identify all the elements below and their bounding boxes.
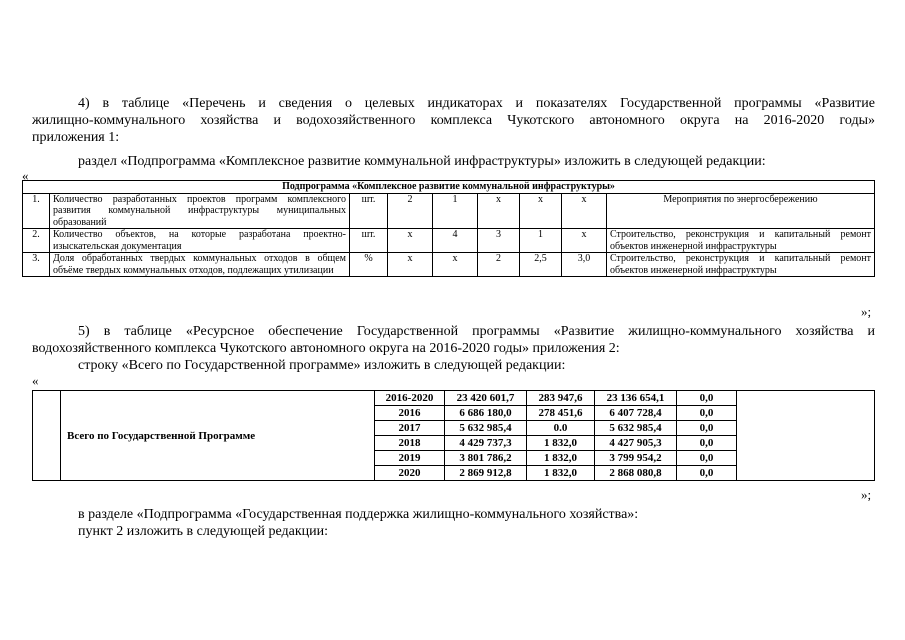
value-cell: 3 799 954,2 <box>595 451 677 466</box>
quote-close-2: »; <box>861 487 872 502</box>
total-cell: 4 429 737,3 <box>445 436 527 451</box>
table-row <box>23 229 875 253</box>
value-cell: 0,0 <box>677 406 737 421</box>
quote-close-1: »; <box>861 304 872 319</box>
value-cell: 3,0 <box>562 253 607 277</box>
row-number: 1. <box>23 193 50 229</box>
value-cell: 0,0 <box>677 436 737 451</box>
paragraph-5-line-2: водохозяйственного комплекса Чукотского автономного округа на 2016-2020 годы» приложения 2: <box>32 341 620 356</box>
value-cell: x <box>388 253 433 277</box>
value-cell: 5 632 985,4 <box>595 421 677 436</box>
paragraph-5b: строку «Всего по Государственной программе» изложить в следующей редакции: <box>78 358 566 373</box>
value-cell: 1 832,0 <box>527 436 595 451</box>
paragraph-4b: раздел «Подпрограмма «Комплексное развитие коммунальной инфраструктуры» изложить в следующей редакции: <box>78 154 766 169</box>
value-cell: 1 <box>520 229 562 253</box>
empty-cell <box>33 391 61 481</box>
total-cell: 2 869 912,8 <box>445 466 527 481</box>
paragraph-6: в разделе «Подпрограмма «Государственная поддержка жилищно-коммунального хозяйства»: <box>78 507 639 522</box>
value-cell: 4 427 905,3 <box>595 436 677 451</box>
table-row <box>23 253 875 277</box>
value-cell: 0,0 <box>677 466 737 481</box>
year-cell: 2016 <box>375 406 445 421</box>
year-cell: 2018 <box>375 436 445 451</box>
measure: Строительство, реконструкция и капитальный ремонт объектов инженерной инфраструктуры <box>607 253 875 277</box>
paragraph-7: пункт 2 изложить в следующей редакции: <box>78 524 328 539</box>
paragraph-4-line-1: 4) в таблице «Перечень и сведения о целевых индикаторах и показателях Государственной программы «Развитие <box>78 96 875 111</box>
value-cell: 0,0 <box>677 421 737 436</box>
row-number: 3. <box>23 253 50 277</box>
value-cell: 2 <box>388 193 433 229</box>
value-cell: 2 868 080,8 <box>595 466 677 481</box>
value-cell: 0,0 <box>677 391 737 406</box>
total-cell: 6 686 180,0 <box>445 406 527 421</box>
value-cell: x <box>388 229 433 253</box>
measure: Мероприятия по энергосбережению <box>607 193 875 229</box>
indicators-table <box>22 180 875 277</box>
table-row <box>33 391 875 406</box>
value-cell: 1 832,0 <box>527 451 595 466</box>
total-cell: 23 420 601,7 <box>445 391 527 406</box>
value-cell: 6 407 728,4 <box>595 406 677 421</box>
year-cell: 2019 <box>375 451 445 466</box>
year-cell: 2020 <box>375 466 445 481</box>
quote-open-1: « <box>22 168 29 183</box>
value-cell: 4 <box>433 229 478 253</box>
value-cell: 23 136 654,1 <box>595 391 677 406</box>
unit: шт. <box>350 193 388 229</box>
indicator-name: Количество разработанных проектов программ комплексного развития коммунальной инфраструктуры муниципальных образований <box>50 193 350 229</box>
value-cell: x <box>478 193 520 229</box>
total-label: Всего по Государственной Программе <box>61 391 375 481</box>
value-cell: 0,0 <box>677 451 737 466</box>
table1-header: Подпрограмма «Комплексное развитие коммунальной инфраструктуры» <box>23 181 875 194</box>
value-cell: x <box>433 253 478 277</box>
unit: шт. <box>350 229 388 253</box>
value-cell: x <box>520 193 562 229</box>
value-cell: x <box>562 229 607 253</box>
table-row <box>23 193 875 229</box>
value-cell: 1 832,0 <box>527 466 595 481</box>
quote-open-2: « <box>32 373 39 388</box>
total-cell: 3 801 786,2 <box>445 451 527 466</box>
measure: Строительство, реконструкция и капитальный ремонт объектов инженерной инфраструктуры <box>607 229 875 253</box>
paragraph-4-line-3: приложения 1: <box>32 130 120 145</box>
indicator-name: Доля обработанных твердых коммунальных отходов в общем объёме твердых коммунальных отходов, подлежащих утилизации <box>50 253 350 277</box>
total-cell: 5 632 985,4 <box>445 421 527 436</box>
value-cell: 2,5 <box>520 253 562 277</box>
empty-cell <box>737 391 875 481</box>
value-cell: 2 <box>478 253 520 277</box>
paragraph-5-line-1: 5) в таблице «Ресурсное обеспечение Государственной программы «Развитие жилищно-коммунального хозяйства и <box>78 324 875 339</box>
resources-table <box>32 390 875 481</box>
year-cell: 2017 <box>375 421 445 436</box>
value-cell: 3 <box>478 229 520 253</box>
paragraph-4-line-2: жилищно-коммунального хозяйства и водохозяйственного комплекса Чукотского автономного округа на 2016-2020 годы» <box>32 113 875 128</box>
indicator-name: Количество объектов, на которые разработана проектно-изыскательская документация <box>50 229 350 253</box>
year-cell: 2016-2020 <box>375 391 445 406</box>
unit: % <box>350 253 388 277</box>
value-cell: x <box>562 193 607 229</box>
value-cell: 283 947,6 <box>527 391 595 406</box>
value-cell: 0.0 <box>527 421 595 436</box>
value-cell: 1 <box>433 193 478 229</box>
row-number: 2. <box>23 229 50 253</box>
value-cell: 278 451,6 <box>527 406 595 421</box>
